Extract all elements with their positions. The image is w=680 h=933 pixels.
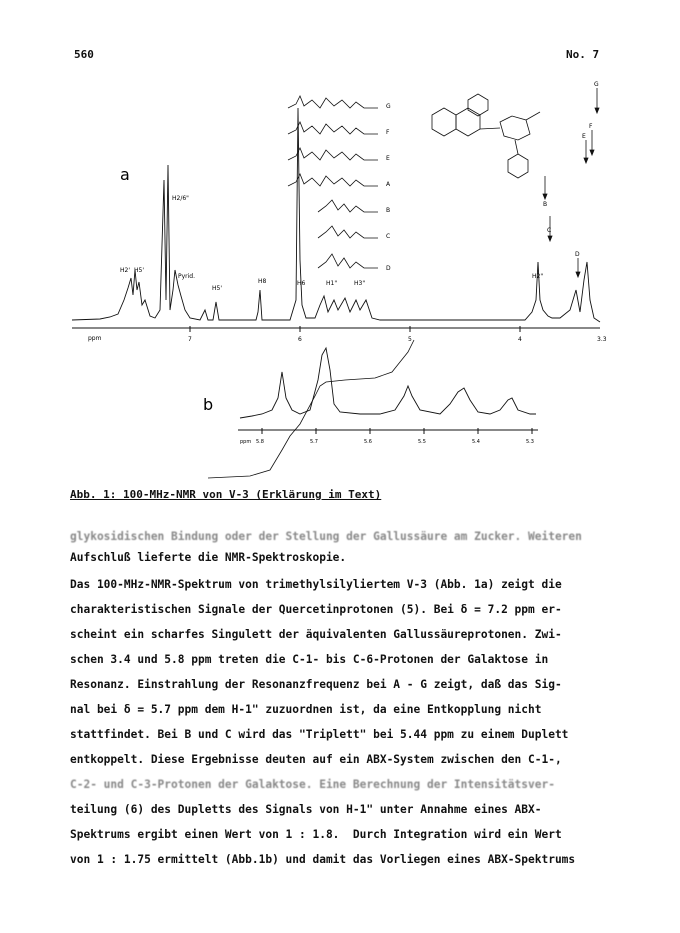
spectrum-a-ticks [190, 326, 520, 332]
irradiation-label: C [547, 227, 552, 234]
spectrum-a-trace [72, 108, 600, 322]
body-line-6: schen 3.4 und 5.8 ppm treten die C-1- bis C-6-Protonen der Galaktose in [70, 653, 549, 666]
irradiation-label: D [575, 251, 580, 258]
body-line-13: Spektrums ergibt einen Wert von 1 : 1.8. Durch Integration wird ein Wert [70, 828, 562, 841]
peak-label: H2/6" [172, 195, 189, 202]
tick-4: 4 [518, 336, 522, 343]
trace-label: F [386, 129, 390, 136]
trace-labels [386, 103, 391, 272]
peak-label: H6 [297, 280, 306, 287]
tick-6: 6 [298, 336, 302, 343]
irradiation-label: E [582, 133, 586, 140]
irradiation-label: G [594, 81, 599, 88]
peak-label: Pyrid. [178, 273, 196, 280]
peak-labels [120, 195, 543, 292]
body-line-10: entkoppelt. Diese Ergebnisse deuten auf ein ABX-System zwischen den C-1-, [70, 753, 562, 766]
body-line-4: charakteristischen Signale der Quercetinprotonen (5). Bei δ = 7.2 ppm er- [70, 603, 562, 616]
body-line-7: Resonanz. Einstrahlung der Resonanzfrequenz bei A - G zeigt, daß das Sig- [70, 678, 562, 691]
tick-7: 7 [188, 336, 192, 343]
tick-5-5: 5.5 [418, 439, 426, 445]
tick-5-3: 5.3 [526, 439, 534, 445]
tick-5-6: 5.6 [364, 439, 372, 445]
peak-label: H1" [326, 280, 338, 287]
irradiation-label: F [589, 123, 593, 130]
irradiation-labels [543, 81, 599, 258]
molecule-structure [432, 94, 540, 178]
peak-label: H2" [532, 273, 544, 280]
trace-label: D [386, 265, 391, 272]
tick-5: 5 [408, 336, 412, 343]
tick-3-3: 3.3 [597, 336, 607, 343]
trace-label: E [386, 155, 390, 162]
integration-curve [208, 340, 414, 478]
page-number: 560 [74, 48, 94, 61]
figure-caption: Abb. 1: 100-MHz-NMR von V-3 (Erklärung im Text) [70, 488, 382, 501]
spectrum-b-trace [240, 348, 536, 418]
spectrum-b-unit: ppm [240, 439, 252, 445]
trace-label: G [386, 103, 391, 110]
trace-label: A [386, 181, 391, 188]
body-line-9: stattfindet. Bei B und C wird das "Triplett" bei 5.44 ppm zu einem Duplett [70, 728, 569, 741]
body-line-12: teilung (6) des Dupletts des Signals von H-1" unter Annahme eines ABX- [70, 803, 542, 816]
body-line-14: von 1 : 1.75 ermittelt (Abb.1b) und damit das Vorliegen eines ABX-Spektrums [70, 853, 576, 866]
peak-label: H2' [120, 267, 130, 274]
tick-5-4: 5.4 [472, 439, 480, 445]
decoupling-traces [288, 96, 378, 268]
body-line-3: Das 100-MHz-NMR-Spektrum von trimethylsilyliertem V-3 (Abb. 1a) zeigt die [70, 578, 562, 591]
irradiation-label: B [543, 201, 548, 208]
tick-5-8: 5.8 [256, 439, 264, 445]
peak-label: H5' [134, 267, 144, 274]
peak-label: H8 [258, 278, 267, 285]
peak-label: H5' [212, 285, 222, 292]
irradiation-arrows [543, 88, 599, 277]
tick-5-7: 5.7 [310, 439, 318, 445]
spectrum-b-ticks [262, 428, 532, 434]
issue-label: No. 7 [566, 48, 600, 61]
body-line-8: nal bei δ = 5.7 ppm dem H-1" zuzuordnen ist, da eine Entkopplung nicht [70, 703, 542, 716]
body-line-1: glykosidischen Bindung oder der Stellung der Gallussäure am Zucker. Weiteren [70, 530, 582, 543]
panel-b-label: b [203, 395, 214, 414]
body-line-5: scheint ein scharfes Singulett der äquivalenten Gallussäureprotonen. Zwi- [70, 628, 562, 641]
trace-label: C [386, 233, 391, 240]
body-line-11: C-2- und C-3-Protonen der Galaktose. Eine Berechnung der Intensitätsver- [70, 778, 555, 791]
trace-label: B [386, 207, 391, 214]
peak-label: H3" [354, 280, 366, 287]
spectrum-a-unit: ppm [88, 335, 102, 342]
panel-a-label: a [120, 165, 130, 184]
body-line-2: Aufschluß lieferte die NMR-Spektroskopie. [70, 551, 347, 564]
